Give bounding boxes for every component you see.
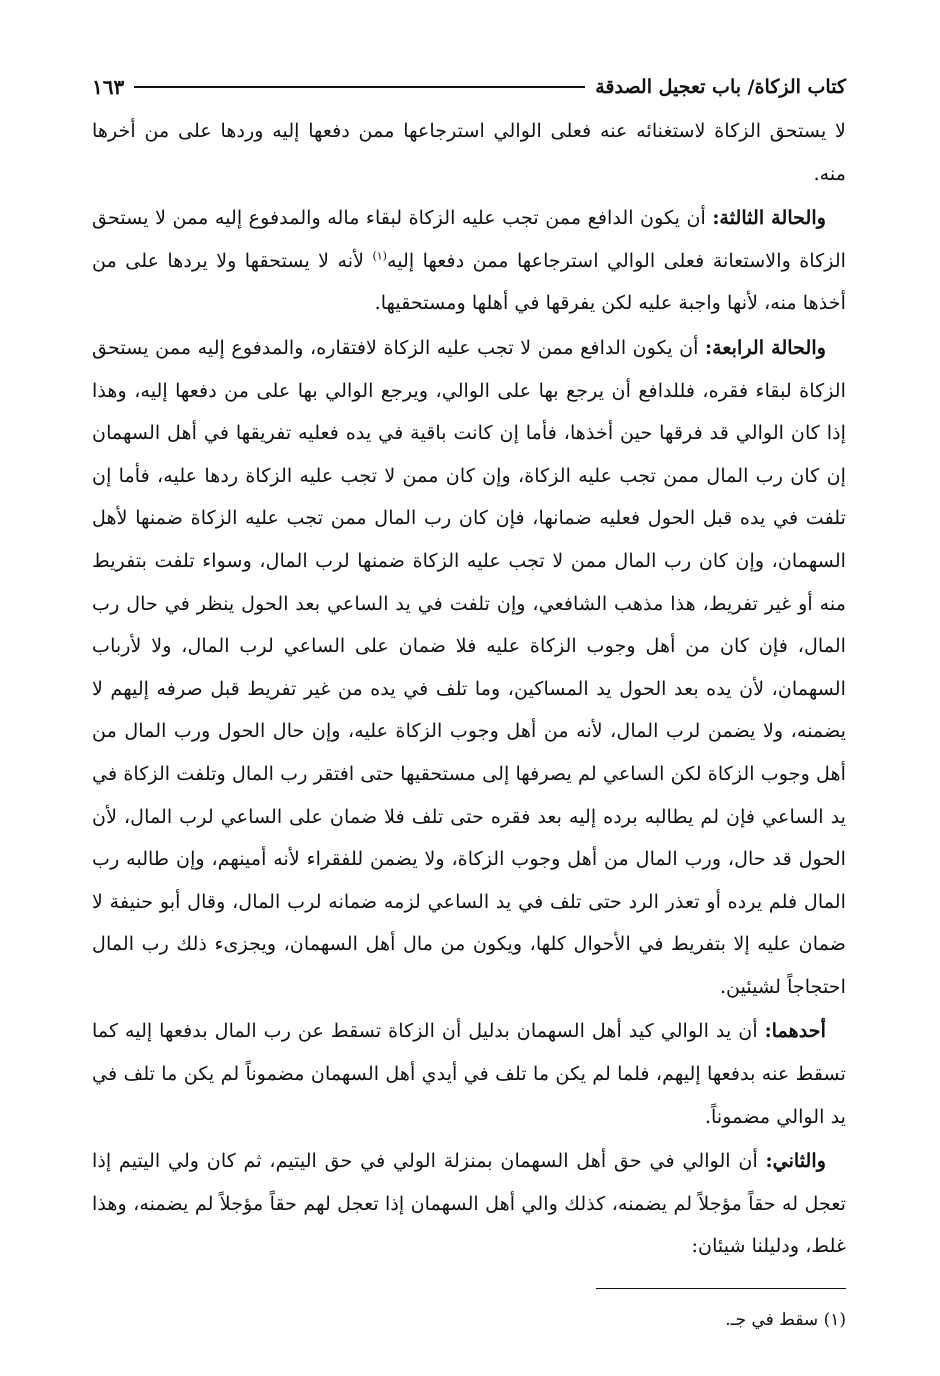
paragraph-fourth-case xyxy=(92,327,846,1009)
paragraph-second-argument xyxy=(92,1140,846,1268)
main-text xyxy=(92,110,846,1268)
book-page xyxy=(92,70,846,1336)
paragraph-text: أن يكون الدافع ممن لا تجب عليه الزكاة لافتقاره، والمدفوع إليه ممن يستحق الزكاة لبقاء فقره، فللدافع أن يرجع بها على الوالي، ويرجع الوالي بها على من دفعها إليه، وهذا إذا كان الوالي قد فرقها حين أخذها، فأما إن كانت باقية في يده فعليه تفريقها في أهل السهمان إن كان رب المال ممن تجب عليه الزكاة، وإن كان ممن لا تجب عليه الزكاة ردها عليه، فأما إن تلفت في يده قبل الحول فعليه ضمانها، فإن كان رب المال ممن تجب عليه الزكاة ضمنها لأهل السهمان، وإن كان رب المال ممن لا تجب عليه الزكاة ضمنها لرب المال، وسواء تلفت بتفريط منه أو غير تفريط، هذا مذهب الشافعي، وإن تلفت في يد الساعي بعد الحول ينظر في حال رب المال، فإن كان من أهل وجوب الزكاة عليه فلا ضمان على الساعي لرب المال، ولا لأرباب السهمان، لأن يده بعد الحول يد المساكين، وما تلف في يده من غير تفريط قبل صرفه إليهم لا يضمنه، ولا يضمن لرب المال، لأنه من أهل وجوب الزكاة عليه، وإن حال الحول ورب المال من أهل وجوب الزكاة لكن الساعي لم يصرفها إلى مستحقيها حتى افتقر رب المال وتلفت الزكاة في يد الساعي فإن لم يطالبه برده إليه بعد فقره حتى تلف فلا ضمان على الساعي لرب المال، لأن الحول قد حال، ورب المال من أهل وجوب الزكاة، ولا يضمن للفقراء لأنه أمينهم، وإن طالبه رب المال فلم يرده أو تعذر الرد حتى تلف في يد الساعي لزمه ضمانه لرب المال، وقال أبو حنيفة لا ضمان عليه إلا بتفريط في الأحوال كلها، ويكون من مال أهل السهمان، ويجزىء ذلك رب المال احتجاجاً لشيئين. xyxy=(92,335,846,998)
chapter-title: كتاب الزكاة/ باب تعجيل الصدقة xyxy=(595,76,846,98)
paragraph-text-after: لأنه لا يستحقها ولا يردها على من أخذها منه، لأنها واجبة عليه لكن يفرقها في أهلها ومستحقيها. xyxy=(92,248,846,315)
footnote-rule xyxy=(596,1288,846,1289)
running-head xyxy=(92,70,846,104)
paragraph-lead: والثاني: xyxy=(765,1149,826,1173)
header-rule xyxy=(134,86,585,88)
paragraph-text: أن الوالي في حق أهل السهمان بمنزلة الولي في حق اليتيم، ثم كان ولي اليتيم إذا تعجل له حقاً مؤجلاً لم يضمنه، كذلك والي أهل السهمان إذا تعجل لهم حقاً مؤجلاً لم يضمنه، وهذا غلط، ودليلنا شيئان: xyxy=(92,1149,846,1258)
paragraph-lead: والحالة الثالثة: xyxy=(712,206,826,230)
paragraph-text: لا يستحق الزكاة لاستغنائه عنه فعلى الوالي استرجاعها ممن دفعها إليه وردها على من أخرها منه. xyxy=(92,119,846,185)
footnote xyxy=(92,1303,846,1337)
page-number: ١٦٣ xyxy=(92,75,125,99)
paragraph-continuation xyxy=(92,110,846,195)
paragraph-lead: أحدهما: xyxy=(764,1019,826,1043)
footnote-marker: (١) xyxy=(823,1310,846,1331)
footnote-reference: (١) xyxy=(372,249,387,263)
paragraph-text: أن يد الوالي كيد أهل السهمان بدليل أن الزكاة تسقط عن رب المال بدفعها إليه كما تسقط عنه بدفعها إليهم، فلما لم يكن ما تلف في أيدي أهل السهمان مضموناً لم يكن ما تلف في يد الوالي مضموناً. xyxy=(92,1019,846,1128)
footnote-text: سقط في جـ. xyxy=(725,1310,819,1331)
paragraph-lead: والحالة الرابعة: xyxy=(705,335,826,359)
paragraph-third-case xyxy=(92,197,846,325)
paragraph-first-argument xyxy=(92,1010,846,1138)
paragraph-text: أن يكون الدافع ممن تجب عليه الزكاة لبقاء ماله والمدفوع إليه ممن لا يستحق الزكاة والاستعانة فعلى الوالي استرجاعها ممن دفعها إليه xyxy=(92,206,847,272)
